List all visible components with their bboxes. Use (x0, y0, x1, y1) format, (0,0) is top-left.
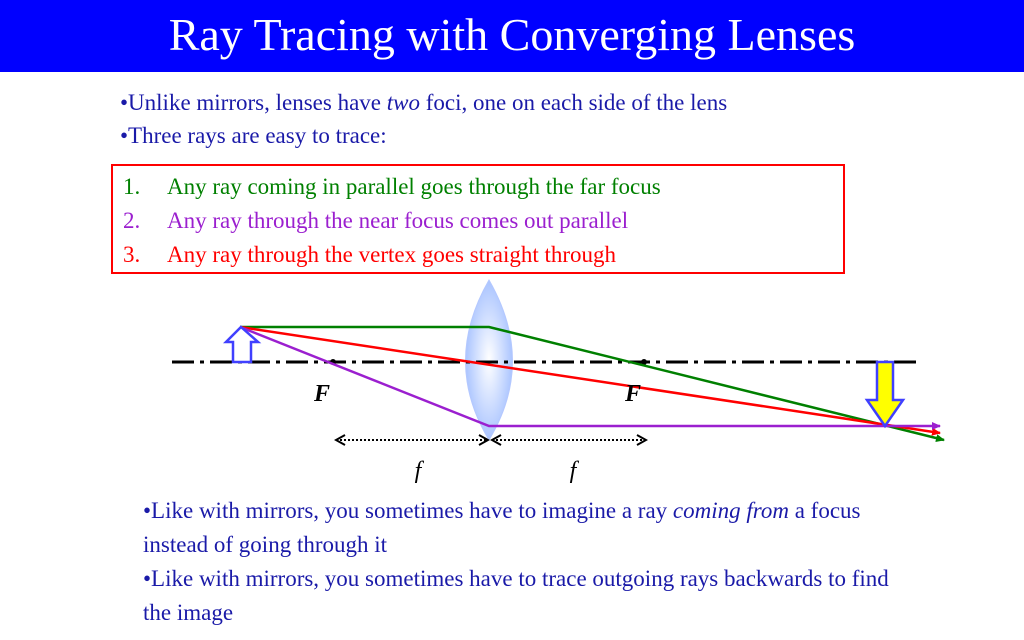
rule-2-number: 2. (123, 208, 141, 233)
intro-line-1-prefix: •Unlike mirrors, lenses have (120, 90, 387, 115)
focal-length-label-left: f (414, 458, 422, 484)
slide-title: Ray Tracing with Converging Lenses (168, 9, 856, 60)
title-bar (0, 0, 1024, 72)
note-1-suffix: a focus instead of going through it (143, 498, 861, 557)
note-1-emphasis: coming from (672, 498, 789, 523)
focus-label-right: F (624, 381, 642, 407)
notes-text (143, 494, 903, 630)
image-arrow (867, 362, 903, 426)
note-1-prefix: •Like with mirrors, you sometimes have to imagine a ray (143, 498, 673, 523)
converging-lens (466, 280, 513, 440)
rule-3-number: 3. (123, 242, 141, 267)
rule-3-text: Any ray through the vertex goes straight through (167, 242, 617, 267)
rule-1-text: Any ray coming in parallel goes through the far focus (167, 174, 661, 199)
ray-diagram (0, 270, 1024, 490)
note-1 (143, 494, 903, 562)
intro-text (120, 86, 920, 152)
rule-2 (123, 206, 628, 236)
rule-1 (123, 172, 661, 202)
intro-line-1-suffix: foci, one on each side of the lens (419, 90, 728, 115)
rule-3 (123, 240, 616, 270)
focus-label-left: F (313, 381, 331, 407)
intro-line-2: •Three rays are easy to trace: (120, 123, 387, 148)
rule-1-number: 1. (123, 174, 141, 199)
intro-line-1-emphasis: two (386, 90, 420, 115)
ray-vertex-red (240, 327, 940, 433)
note-2: •Like with mirrors, you sometimes have to trace outgoing rays backwards to find the image (143, 566, 889, 625)
rules-box (111, 164, 845, 274)
intro-line-1 (120, 86, 920, 119)
rule-2-text: Any ray through the near focus comes out parallel (167, 208, 629, 233)
focal-length-label-right: f (569, 458, 577, 484)
